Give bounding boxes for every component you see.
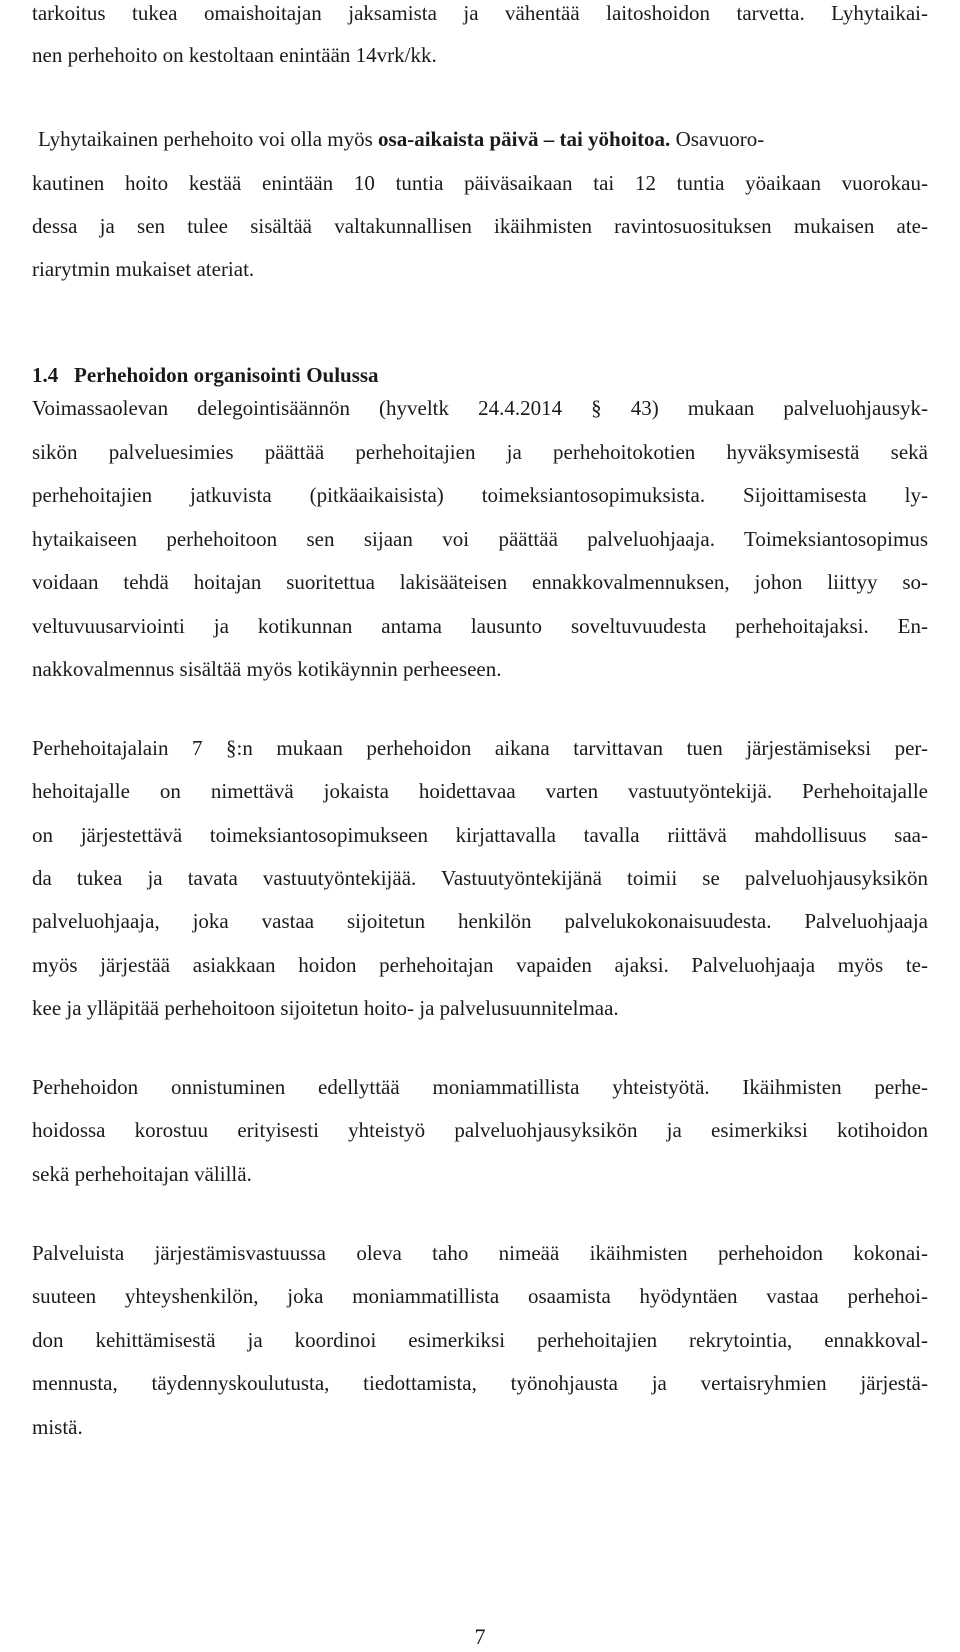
paragraph-5-line-1: Perhehoidon onnistuminen edellyttää moniammatillista yhteistyötä. Ikäihmisten perhe- xyxy=(32,1075,928,1099)
paragraph-3-line-7: nakkovalmennus sisältää myös kotikäynnin perheeseen. xyxy=(32,657,502,681)
paragraph-2-line-1 xyxy=(38,126,764,152)
paragraph-5-line-2: hoidossa korostuu erityisesti yhteistyö palveluohjausyksikön ja esimerkiksi kotihoidon xyxy=(32,1118,928,1142)
paragraph-1-line-1: tarkoitus tukea omaishoitajan jaksamista ja vähentää laitoshoidon tarvetta. Lyhytaikai- xyxy=(32,1,928,25)
paragraph-3-line-2: sikön palveluesimies päättää perhehoitajien ja perhehoitokotien hyväksymisestä sekä xyxy=(32,440,928,464)
paragraph-4-line-5: palveluohjaaja, joka vastaa sijoitetun henkilön palvelukokonaisuudesta. Palveluohjaaja xyxy=(32,909,928,933)
paragraph-3-line-5: voidaan tehdä hoitajan suoritettua lakisääteisen ennakkovalmennuksen, johon liittyy so- xyxy=(32,570,928,594)
section-number: 1.4 xyxy=(32,363,59,387)
paragraph-3-line-6: veltuvuusarviointi ja kotikunnan antama lausunto soveltuvuudesta perhehoitajaksi. En- xyxy=(32,614,928,638)
paragraph-6-line-4: mennusta, täydennyskoulutusta, tiedottamista, työnohjausta ja vertaisryhmien järjestä- xyxy=(32,1371,928,1395)
paragraph-1-line-2: nen perhehoito on kestoltaan enintään 14vrk/kk. xyxy=(32,43,437,67)
paragraph-3-line-4: hytaikaiseen perhehoitoon sen sijaan voi päättää palveluohjaaja. Toimeksiantosopimus xyxy=(32,527,928,551)
paragraph-4-line-3: on järjestettävä toimeksiantosopimukseen kirjattavalla tavalla riittävä mahdollisuus saa- xyxy=(32,823,928,847)
paragraph-6-line-3: don kehittämisestä ja koordinoi esimerkiksi perhehoitajien rekrytointia, ennakkoval- xyxy=(32,1328,928,1352)
paragraph-2-text-end: Osavuoro- xyxy=(670,127,765,151)
paragraph-2-line-4: riarytmin mukaiset ateriat. xyxy=(32,257,255,281)
paragraph-2-bold-phrase: osa-aikaista päivä – tai yöhoitoa. xyxy=(378,127,671,151)
paragraph-2-text: Lyhytaikainen perhehoito voi olla myös xyxy=(38,127,379,151)
section-heading xyxy=(32,362,379,388)
paragraph-4-line-4: da tukea ja tavata vastuutyöntekijää. Vastuutyöntekijänä toimii se palveluohjausyksikön xyxy=(32,866,928,890)
paragraph-5-line-3: sekä perhehoitajan välillä. xyxy=(32,1162,252,1186)
paragraph-2-line-2: kautinen hoito kestää enintään 10 tuntia päiväsaikaan tai 12 tuntia yöaikaan vuorokau- xyxy=(32,171,928,195)
paragraph-4-line-6: myös järjestää asiakkaan hoidon perhehoitajan vapaiden ajaksi. Palveluohjaaja myös te- xyxy=(32,953,928,977)
paragraph-4-line-7: kee ja ylläpitää perhehoitoon sijoitetun hoito- ja palvelusuunnitelmaa. xyxy=(32,996,619,1020)
paragraph-4-line-2: hehoitajalle on nimettävä jokaista hoidettavaa varten vastuutyöntekijä. Perhehoitajalle xyxy=(32,779,928,803)
paragraph-3-line-3: perhehoitajien jatkuvista (pitkäaikaisista) toimeksiantosopimuksista. Sijoittamisesta ly- xyxy=(32,483,928,507)
paragraph-3-line-1: Voimassaolevan delegointisäännön (hyveltk 24.4.2014 § 43) mukaan palveluohjausyk- xyxy=(32,396,928,420)
paragraph-6-line-2: suuteen yhteyshenkilön, joka moniammatillista osaamista hyödyntäen vastaa perhehoi- xyxy=(32,1284,928,1308)
page-number: 7 xyxy=(474,1624,486,1649)
paragraph-6-line-1: Palveluista järjestämisvastuussa oleva taho nimeää ikäihmisten perhehoidon kokonai- xyxy=(32,1241,928,1265)
section-title: Perhehoidon organisointi Oulussa xyxy=(74,363,379,387)
paragraph-6-line-5: mistä. xyxy=(32,1415,83,1439)
paragraph-2-line-3: dessa ja sen tulee sisältää valtakunnallisen ikäihmisten ravintosuosituksen mukaisen ate- xyxy=(32,214,928,238)
paragraph-4-line-1: Perhehoitajalain 7 §:n mukaan perhehoidon aikana tarvittavan tuen järjestämiseksi per- xyxy=(32,736,928,760)
